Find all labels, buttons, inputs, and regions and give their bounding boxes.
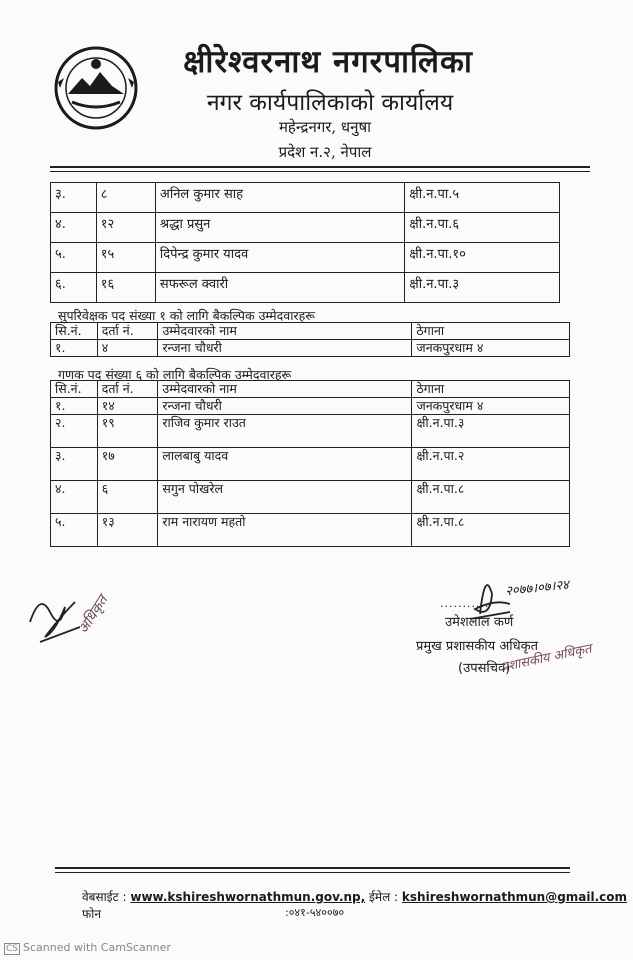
cell-reg: १७ bbox=[97, 448, 158, 481]
footer-divider bbox=[55, 867, 570, 869]
table-row bbox=[51, 183, 560, 213]
table-row bbox=[51, 213, 560, 243]
enumerator-caption: गणक पद संख्या ६ को लागि बैकल्पिक उम्मेदवारहरू bbox=[58, 367, 292, 382]
supervisor-caption: सुपरिवेक्षक पद संख्या १ को लागि बैकल्पिक उम्मेदवारहरू bbox=[58, 308, 315, 323]
cell-sn: ४. bbox=[51, 213, 97, 243]
municipality-emblem bbox=[50, 42, 142, 134]
header-reg: दर्ता नं. bbox=[97, 381, 158, 398]
cell-name: राम नारायण महतो bbox=[158, 514, 412, 547]
header-reg: दर्ता नं. bbox=[97, 323, 158, 340]
header-address: ठेगाना bbox=[412, 323, 570, 340]
table-header-row bbox=[51, 323, 570, 340]
email-label: ईमेल : bbox=[369, 890, 399, 904]
cell-name: सगुन पोखरेल bbox=[158, 481, 412, 514]
table-row bbox=[51, 514, 570, 547]
cell-reg: १४ bbox=[97, 398, 158, 415]
municipality-name: क्षीरेश्वरनाथ नगरपालिका bbox=[183, 44, 473, 80]
cell-sn: ३. bbox=[51, 183, 97, 213]
cell-address: क्षी.न.पा.१० bbox=[405, 243, 560, 273]
cell-address: क्षी.न.पा.३ bbox=[412, 415, 570, 448]
table-row bbox=[51, 340, 570, 357]
cell-address: क्षी.न.पा.२ bbox=[412, 448, 570, 481]
cell-address: जनकपुरधाम ४ bbox=[412, 398, 570, 415]
cell-sn: ६. bbox=[51, 273, 97, 303]
candidates-table-continued bbox=[50, 182, 560, 303]
header-name: उम्मेदवारको नाम bbox=[158, 381, 412, 398]
email-link[interactable]: kshireshwornathmun@gmail.com bbox=[401, 890, 628, 904]
table-row bbox=[51, 243, 560, 273]
header-sn: सि.नं. bbox=[51, 381, 98, 398]
scanner-text: Scanned with CamScanner bbox=[23, 941, 171, 954]
table-row bbox=[51, 398, 570, 415]
cell-address: क्षी.न.पा.५ bbox=[405, 183, 560, 213]
cell-name: राजिव कुमार राउत bbox=[158, 415, 412, 448]
header-name: उम्मेदवारको नाम bbox=[158, 323, 412, 340]
left-stamp-text: अधिकृत bbox=[75, 592, 112, 637]
cell-name: लालबाबु यादव bbox=[158, 448, 412, 481]
signature-date: २०७७।०७।२४ bbox=[504, 577, 570, 600]
header-sn: सि.नं. bbox=[51, 323, 98, 340]
right-stamp-text: प्रशासकीय अधिकृत bbox=[499, 641, 593, 676]
cell-sn: ५. bbox=[51, 514, 98, 547]
office-province: प्रदेश न.२, नेपाल bbox=[278, 143, 372, 161]
cell-reg: ६ bbox=[97, 481, 158, 514]
cell-address: क्षी.न.पा.८ bbox=[412, 514, 570, 547]
header-address: ठेगाना bbox=[412, 381, 570, 398]
cell-sn: ४. bbox=[51, 481, 98, 514]
cell-name: रन्जना चौधरी bbox=[158, 398, 412, 415]
footer-divider-thin bbox=[55, 872, 570, 873]
table-row bbox=[51, 415, 570, 448]
table-header-row bbox=[51, 381, 570, 398]
signature-dots: ........... bbox=[440, 597, 490, 610]
scanner-watermark bbox=[4, 941, 171, 955]
cell-address: क्षी.न.पा.६ bbox=[405, 213, 560, 243]
cell-reg: १२ bbox=[96, 213, 155, 243]
cell-reg: १९ bbox=[97, 415, 158, 448]
cell-name: रन्जना चौधरी bbox=[158, 340, 412, 357]
cell-address: जनकपुरधाम ४ bbox=[412, 340, 570, 357]
cell-name: अनिल कुमार साह bbox=[155, 183, 404, 213]
office-name: नगर कार्यपालिकाको कार्यालय bbox=[206, 90, 454, 116]
footer-contact bbox=[82, 888, 633, 922]
officer-name: उमेशलाल कर्ण bbox=[445, 615, 514, 630]
cell-sn: १. bbox=[51, 340, 98, 357]
cell-reg: १५ bbox=[96, 243, 155, 273]
officer-title: प्रमुख प्रशासकीय अधिकृत bbox=[416, 639, 539, 654]
header-divider bbox=[50, 166, 590, 168]
cell-sn: २. bbox=[51, 415, 98, 448]
supervisor-alternates-table bbox=[50, 322, 570, 357]
cell-reg: १३ bbox=[97, 514, 158, 547]
cell-sn: ५. bbox=[51, 243, 97, 273]
table-row bbox=[51, 448, 570, 481]
cell-name: श्रद्धा प्रसुन bbox=[155, 213, 404, 243]
cell-reg: ४ bbox=[97, 340, 158, 357]
enumerator-alternates-table bbox=[50, 380, 570, 547]
office-address: महेन्द्रनगर, धनुषा bbox=[278, 118, 372, 136]
website-label: वेबसाईट : bbox=[82, 890, 127, 904]
cell-address: क्षी.न.पा.८ bbox=[412, 481, 570, 514]
cell-reg: ८ bbox=[96, 183, 155, 213]
table-row bbox=[51, 481, 570, 514]
camscanner-logo-icon: CS bbox=[6, 944, 18, 954]
cell-name: दिपेन्द्र कुमार यादव bbox=[155, 243, 404, 273]
cell-sn: ३. bbox=[51, 448, 98, 481]
cell-reg: १६ bbox=[96, 273, 155, 303]
website-link[interactable]: www.kshireshwornathmun.gov.np, bbox=[130, 890, 366, 904]
table-row bbox=[51, 273, 560, 303]
header-divider-thin bbox=[50, 171, 590, 172]
cell-address: क्षी.न.पा.३ bbox=[405, 273, 560, 303]
officer-subtitle: (उपसचिव) bbox=[458, 661, 511, 676]
phone-number: :०४१-५४००७० bbox=[285, 906, 345, 919]
phone-label: फोन bbox=[82, 907, 102, 921]
cell-sn: १. bbox=[51, 398, 98, 415]
cell-name: सफरूल क्वारी bbox=[155, 273, 404, 303]
